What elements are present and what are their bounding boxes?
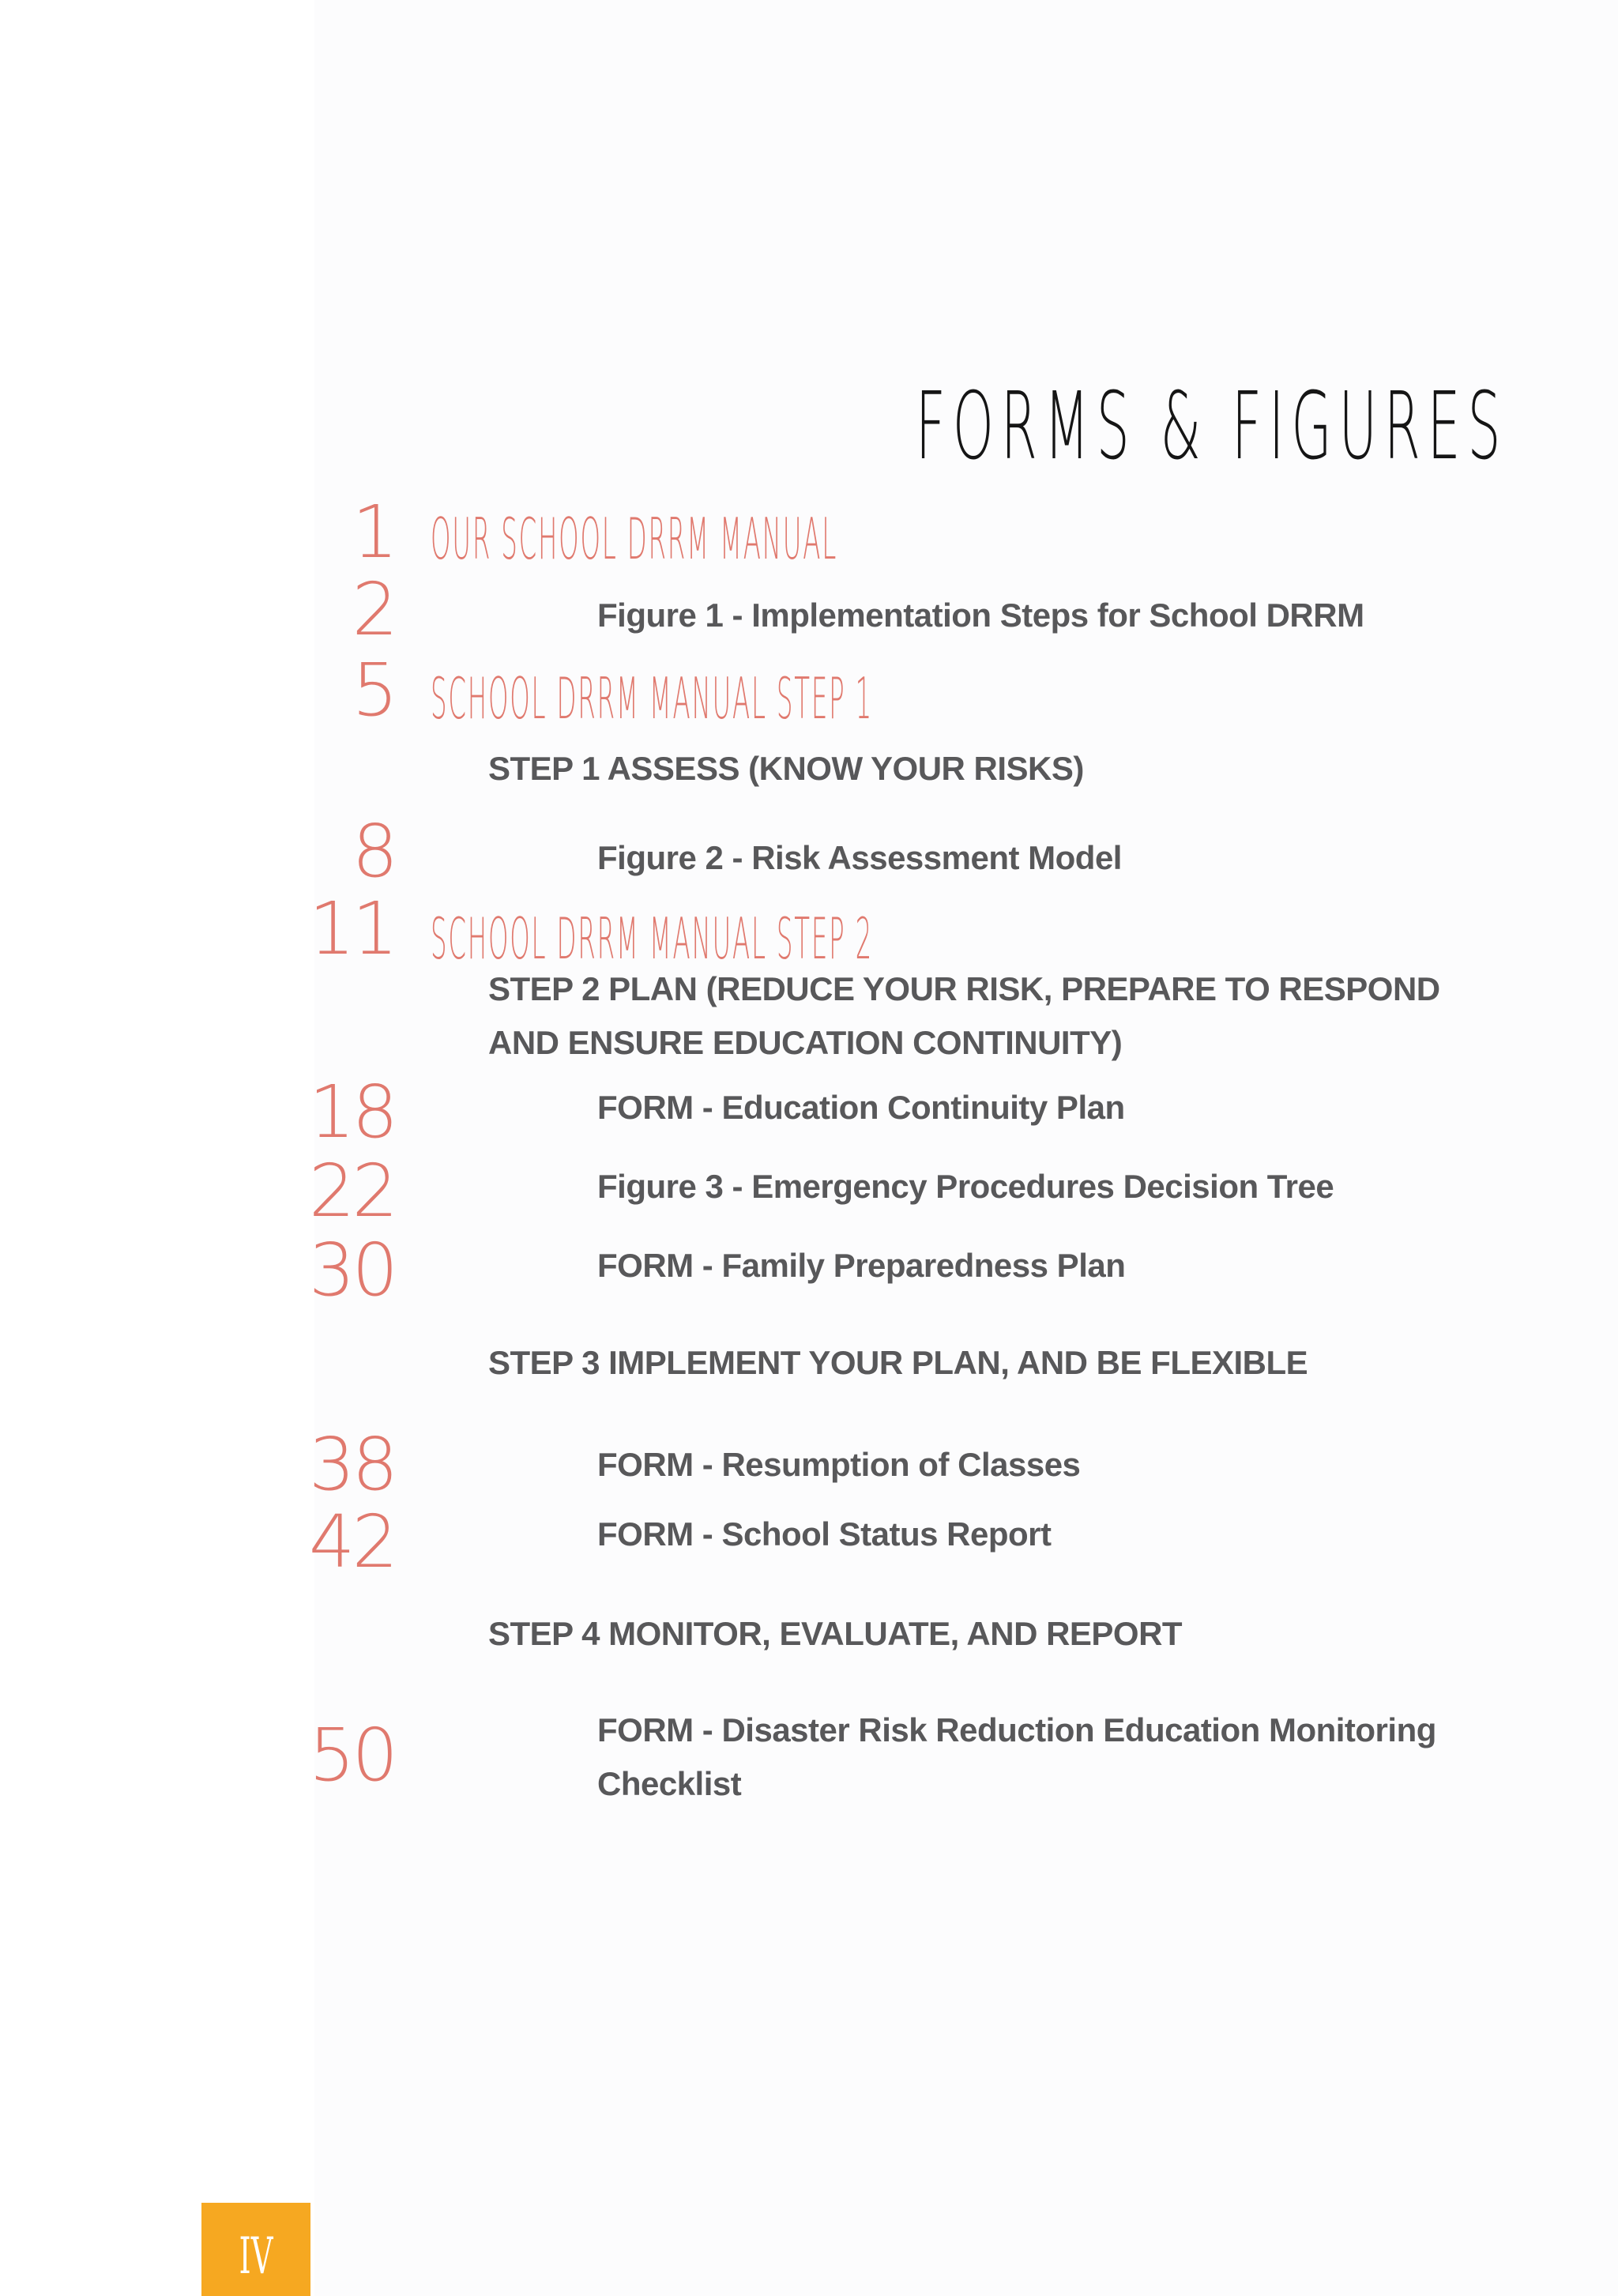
page-number-42: 42: [308, 1500, 395, 1584]
page-number-30: 30: [308, 1228, 395, 1312]
page-number-38: 38: [308, 1422, 395, 1507]
page-number-8: 8: [352, 809, 395, 894]
form-school-status-report-entry[interactable]: FORM - School Status Report: [597, 1515, 1052, 1553]
form-resumption-of-classes-entry[interactable]: FORM - Resumption of Classes: [597, 1446, 1081, 1483]
page-background-band: [314, 0, 1618, 2296]
figure-2-entry[interactable]: Figure 2 - Risk Assessment Model: [597, 839, 1122, 876]
step-1-heading: STEP 1 ASSESS (KNOW YOUR RISKS): [488, 750, 1084, 787]
section-heading-step-2: SCHOOL DRRM MANUAL STEP 2: [431, 905, 874, 972]
page-number-1: 1: [352, 490, 395, 574]
form-drr-education-monitoring-checklist-entry[interactable]: FORM - Disaster Risk Reduction Education Monitoring Checklist: [597, 1711, 1436, 1802]
page-number-2: 2: [352, 567, 395, 652]
step-3-heading: STEP 3 IMPLEMENT YOUR PLAN, AND BE FLEXIBLE: [488, 1344, 1308, 1381]
page-number-5: 5: [352, 648, 395, 732]
figure-3-entry[interactable]: Figure 3 - Emergency Procedures Decision Tree: [597, 1168, 1334, 1205]
page-number-18: 18: [308, 1070, 395, 1154]
page-number-tab: [201, 2203, 310, 2296]
step-4-heading: STEP 4 MONITOR, EVALUATE, AND REPORT: [488, 1615, 1183, 1652]
page-number-50: 50: [308, 1713, 395, 1797]
form-education-continuity-plan-entry[interactable]: FORM - Education Continuity Plan: [597, 1089, 1125, 1126]
roman-page-number: IV: [239, 2227, 273, 2286]
section-heading-step-1: SCHOOL DRRM MANUAL STEP 1: [431, 665, 874, 732]
page-number-22: 22: [308, 1149, 395, 1233]
page-number-11: 11: [308, 886, 395, 971]
figure-1-entry[interactable]: Figure 1 - Implementation Steps for School DRRM: [597, 597, 1364, 634]
page-title: FORMS & FIGURES: [915, 371, 1507, 480]
step-2-heading: STEP 2 PLAN (REDUCE YOUR RISK, PREPARE TO RESPOND AND ENSURE EDUCATION CONTINUITY): [488, 970, 1440, 1061]
form-family-preparedness-plan-entry[interactable]: FORM - Family Preparedness Plan: [597, 1247, 1126, 1284]
section-heading-our-school-drrm-manual: OUR SCHOOL DRRM MANUAL: [431, 506, 838, 572]
